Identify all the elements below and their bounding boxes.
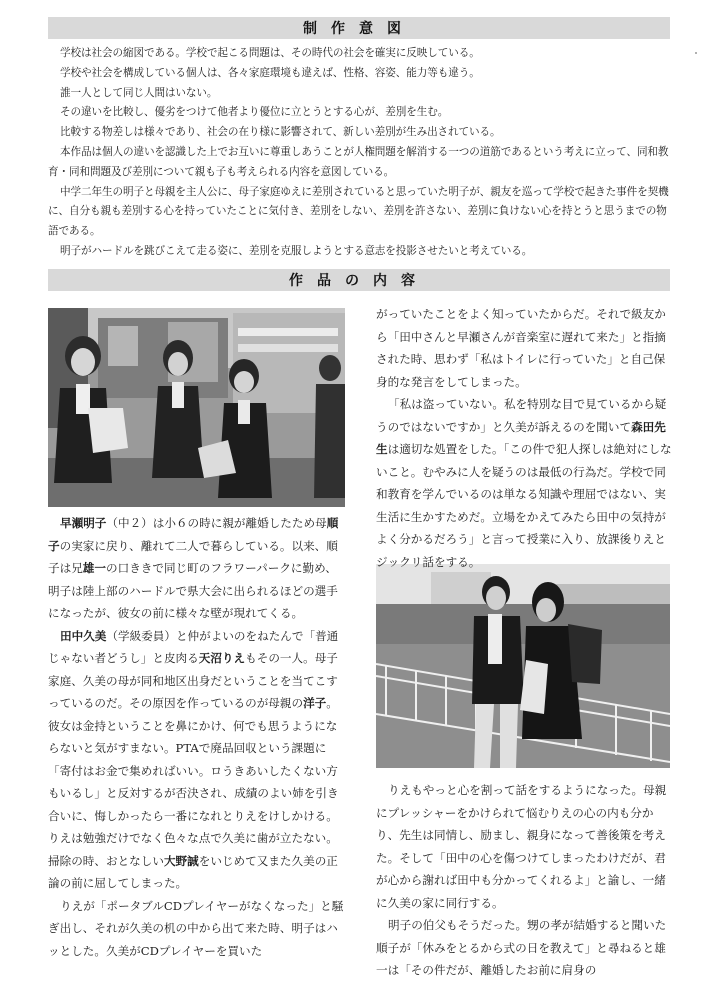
section-heading-intent <box>48 17 670 39</box>
character-name: 雄一 <box>82 561 106 575</box>
content-paragraph: 明子の伯父もそうだった。甥の孝が結婚すると聞いた順子が「休みをとるから式の日を教えて」と尋ねると雄一は「その件だが、離婚したお前に肩身の <box>376 918 667 977</box>
intent-paragraph: 学校や社会を構成している個人は、各々家庭環境も違えば、性格、容姿、能力等も違う。 <box>60 66 480 79</box>
character-name: 早瀬明子 <box>60 516 107 530</box>
text-run: （中２）は小６の時に親が離婚したため母 <box>106 516 327 530</box>
content-paragraph <box>48 625 348 895</box>
content-paragraph <box>376 393 674 573</box>
content-paragraph: がっていたことをよく知っていたからだ。それで級友から「田中さんと早瀬さんが音楽室に遅れて来た」と指摘された時、思わず「私はトイレに行っていた」と自己保身的な発言をしてしまった。 <box>376 307 666 389</box>
section-heading-content-text: 作品の内容 <box>289 273 429 289</box>
content-paragraph: りえもやっと心を割って話をするようになった。母親にプレッシャーをかけられて悩むりえの心の内も分かり、先生は同情し、励まし、親身になって善後策を考えた。そして「田中の心を傷つけてしまったわけだが、君が心から謝れば田中も分かってくれるよ」と諭し、一緒に久美の家に同行する。 <box>376 783 667 910</box>
intent-body <box>48 44 674 262</box>
text-run: （学級委員）と仲がよいのをねたんで「普通じゃない者どうし」と皮肉る <box>48 628 339 665</box>
intent-paragraph: その違いを比較し、優劣をつけて他者より優位に立とうとする心が、差別を生む。 <box>60 106 449 119</box>
photo-boy-and-girl-image <box>376 564 670 768</box>
text-run: の口ききで同じ町のフラワーパークに勤め、明子は陸上部のハードルで県大会に出られるほどの選手になったが、彼女の前に様々な壁が現れてくる。 <box>48 561 338 620</box>
section-heading-content <box>48 269 670 291</box>
section-heading-intent-text: 制作意図 <box>303 21 415 37</box>
character-name: 田中久美 <box>60 628 107 643</box>
intent-paragraph: 学校は社会の縮図である。学校で起こる問題は、その時代の社会を確実に反映している。 <box>60 47 480 59</box>
character-name: 順子 <box>48 516 339 553</box>
character-name: 森田先生 <box>376 419 666 456</box>
text-run: は適切な処置をした。「この件で犯人探しは絶対にしないこと。むやみに人を疑うのは最低の行為だ。学校で同和教育を学んでいるのは単なる知識や理屈ではない、実生活に生かすためだ。立場をかえてみたら田中の気持がよく分かるだろう」と言って授業に入り、放課後りえとジックリ話をする。 <box>376 442 672 569</box>
scan-speck <box>695 52 697 54</box>
text-run: もその一人。母子家庭、久美の母が同和地区出身だということを当てこすっているのだ。その原因を作っているのが母親の <box>48 651 338 710</box>
content-paragraph: りえが「ポータブルCDプレイヤーがなくなった」と騒ぎ出し、それが久美の机の中から出て来た時、明子はハッとした。久美がCDプレイヤーを買いた <box>48 898 344 958</box>
photo-schoolgirls <box>48 308 345 507</box>
text-run: 。彼女は金持ということを鼻にかけ、何でも思うようにならないと気がすまない。PTAで廃品回収という課題に「寄付はお金で集めればいい。ロうきあいしたくない方もいるし」と反対するが否決され、成績のよい姉を引き合いに、悔しかったら一番になれとりえをけしかける。りえは勉強だけでなく色々な点で久美に歯が立たない。掃除の時、おとなしい <box>48 696 339 868</box>
character-name: 大野誠 <box>163 853 199 868</box>
content-paragraph <box>48 512 348 625</box>
intent-paragraph: 誰一人として同じ人間はいない。 <box>60 86 218 99</box>
intent-paragraph: 中学二年生の明子と母親を主人公に、母子家庭ゆえに差別されていると思っていた明子が、親友を巡って学校で起きた事件を契機に、自分も親も差別する心を持っていたことに気付き、差別をしない、差別を許さない、差別に負けない心を持とうと思うまでの物語である。 <box>48 185 669 238</box>
content-left-column <box>48 512 348 962</box>
text-run: 「私は盗っていない。私を特別な目で見ているから疑うのではないですか」と久美が訴えるのを聞いて <box>376 397 667 434</box>
content-right-column-top <box>376 303 674 573</box>
content-right-column-bottom <box>376 779 674 982</box>
intent-paragraph: 本作品は個人の違いを認識した上でお互いに尊重しあうことが人権問題を解消する一つの道筋であるという考えに立って、同和教育・同和問題及び差別について親も子も考えられる内容を意図している。 <box>48 145 669 178</box>
intent-paragraph: 明子がハードルを跳びこえて走る姿に、差別を克服しようとする意志を投影させたいと考えている。 <box>60 244 533 257</box>
character-name: 天沼りえ <box>198 651 246 665</box>
text-run: をいじめて又また久美の正論の前に屈してしまった。 <box>48 853 338 890</box>
character-name: 洋子 <box>303 696 327 710</box>
photo-boy-and-girl <box>376 564 670 768</box>
intent-paragraph: 比較する物差しは様々であり、社会の在り様に影響されて、新しい差別が生み出されている。 <box>60 126 501 139</box>
photo-schoolgirls-image <box>48 308 345 507</box>
text-run: の実家に戻り、離れて二人で暮らしている。以来、順子は兄 <box>48 538 338 575</box>
